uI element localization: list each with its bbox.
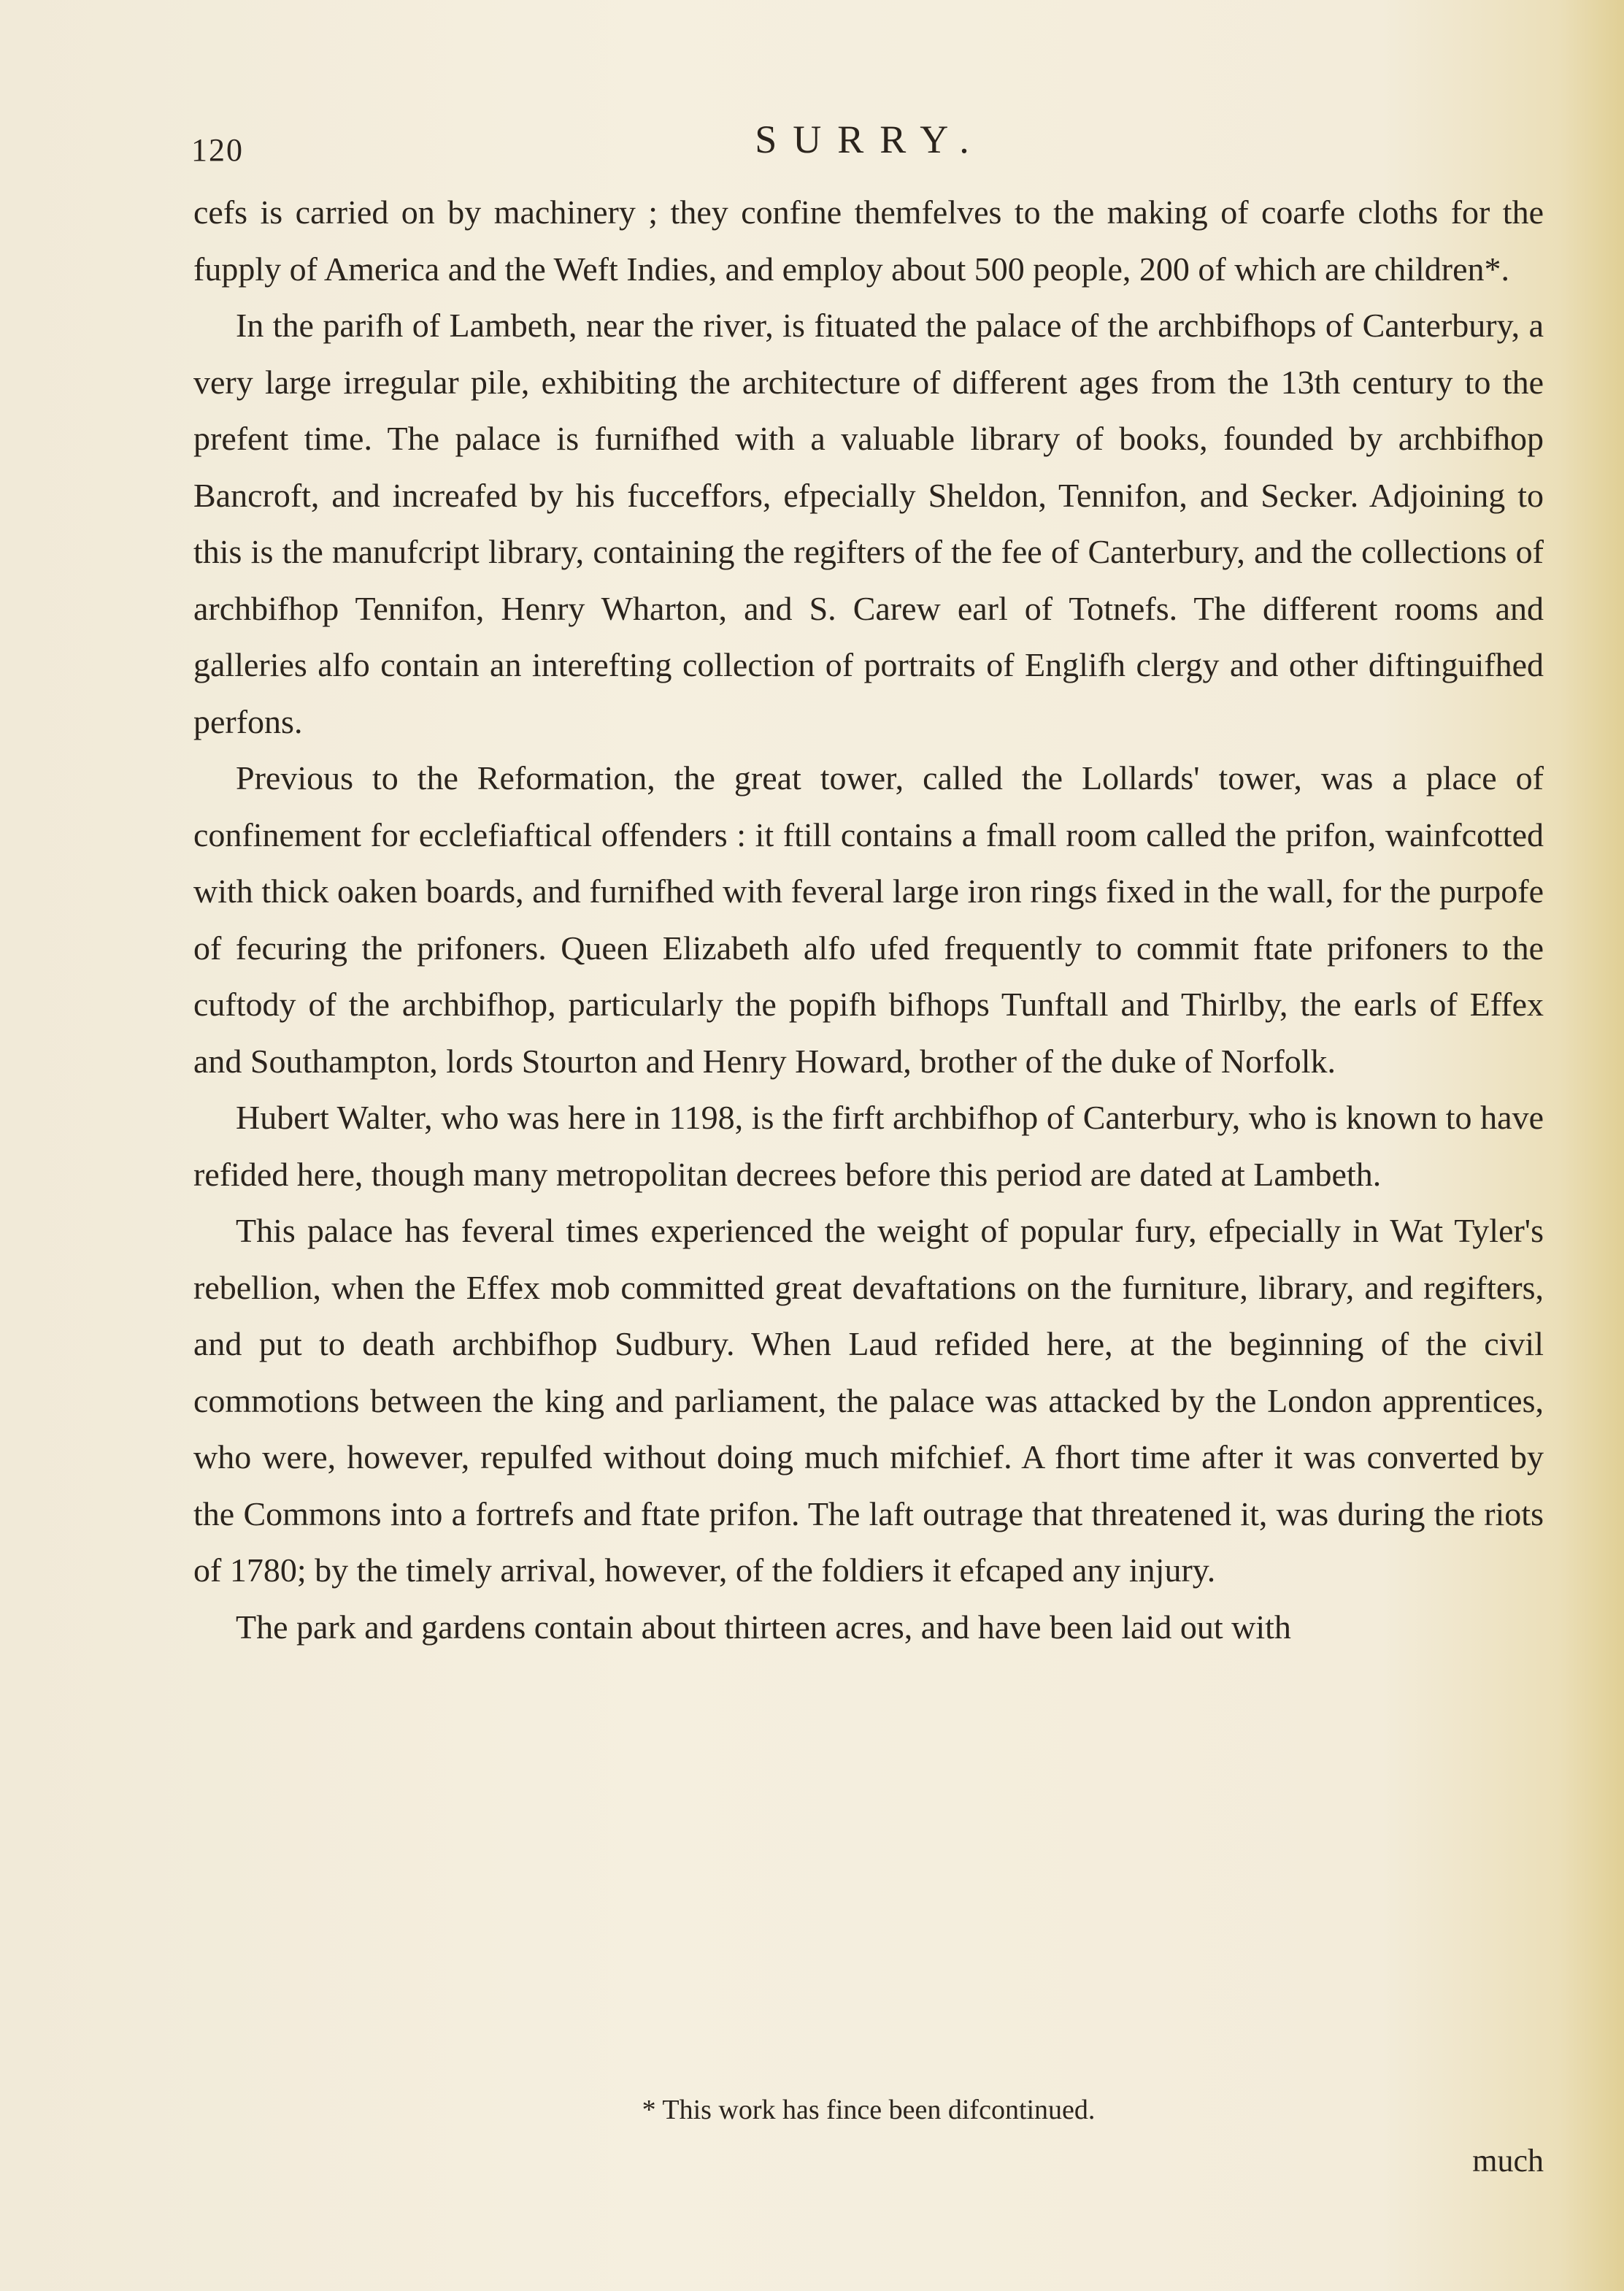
paragraph-lollards-tower: Previous to the Reformation, the great tower, called the Lollards' tower, was a place of confinement for ecclefiaftical offenders : it ftill contains a fmall room called the prifon, wainfcotted with thick oaken boards, and furnifhed with feveral large iron rings fixed in the wall, for the purpofe of fecuring the prifoners. Queen Elizabeth alfo ufed frequently to commit ftate prifoners to the cuftody of the archbifhop, particularly the popifh bifhops Tunftall and Thirlby, the earls of Effex and Southampton, lords Stourton and Henry Howard, brother of the duke of Norfolk. bbox=[193, 759, 1544, 1080]
body-text bbox=[193, 184, 1544, 1655]
paragraph-hubert-walter: Hubert Walter, who was here in 1198, is the firft archbifhop of Canterbury, who is known to have refided here, though many metropolitan decrees before this period are dated at Lambeth. bbox=[193, 1099, 1544, 1193]
page-title: SURRY. bbox=[755, 118, 985, 161]
footnote: * This work has fince been difcontinued. bbox=[642, 2095, 1096, 2125]
paragraph-continued: cefs is carried on by machinery ; they confine themfelves to the making of coarfe cloths for the fupply of America and the Weft Indies, and employ about 500 people, 200 of which are children*. bbox=[193, 193, 1544, 288]
catchword: much bbox=[1472, 2143, 1544, 2179]
paragraph-lambeth-palace: In the parifh of Lambeth, near the river, is fituated the palace of the archbifhops of Canterbury, a very large irregular pile, exhibiting the architecture of different ages from the 13th century to the prefent time. The palace is furnifhed with a valuable library of books, founded by archbifhop Bancroft, and increafed by his fucceffors, efpecially Sheldon, Tennifon, and Secker. Adjoining to this is the manufcript library, containing the regifters of the fee of Canterbury, and the collections of archbifhop Tennifon, Henry Wharton, and S. Carew earl of Totnefs. The different rooms and galleries alfo contain an interefting collection of portraits of Englifh clergy and other diftinguifhed perfons. bbox=[193, 307, 1544, 740]
page-number: 120 bbox=[191, 132, 244, 168]
running-head bbox=[191, 117, 1549, 175]
paragraph-park-gardens: The park and gardens contain about thirteen acres, and have been laid out with bbox=[236, 1608, 1291, 1646]
paragraph-popular-fury: This palace has feveral times experienced the weight of popular fury, efpecially in Wat Tyler's rebellion, when the Effex mob committed great devaftations on the furniture, library, and regifters, and put to death archbifhop Sudbury. When Laud refided here, at the beginning of the civil commotions between the king and parliament, the palace was attacked by the London apprentices, who were, however, repulfed without doing much mifchief. A fhort time after it was converted by the Commons into a fortrefs and ftate prifon. The laft outrage that threatened it, was during the riots of 1780; by the timely arrival, however, of the foldiers it efcaped any injury. bbox=[193, 1212, 1544, 1589]
